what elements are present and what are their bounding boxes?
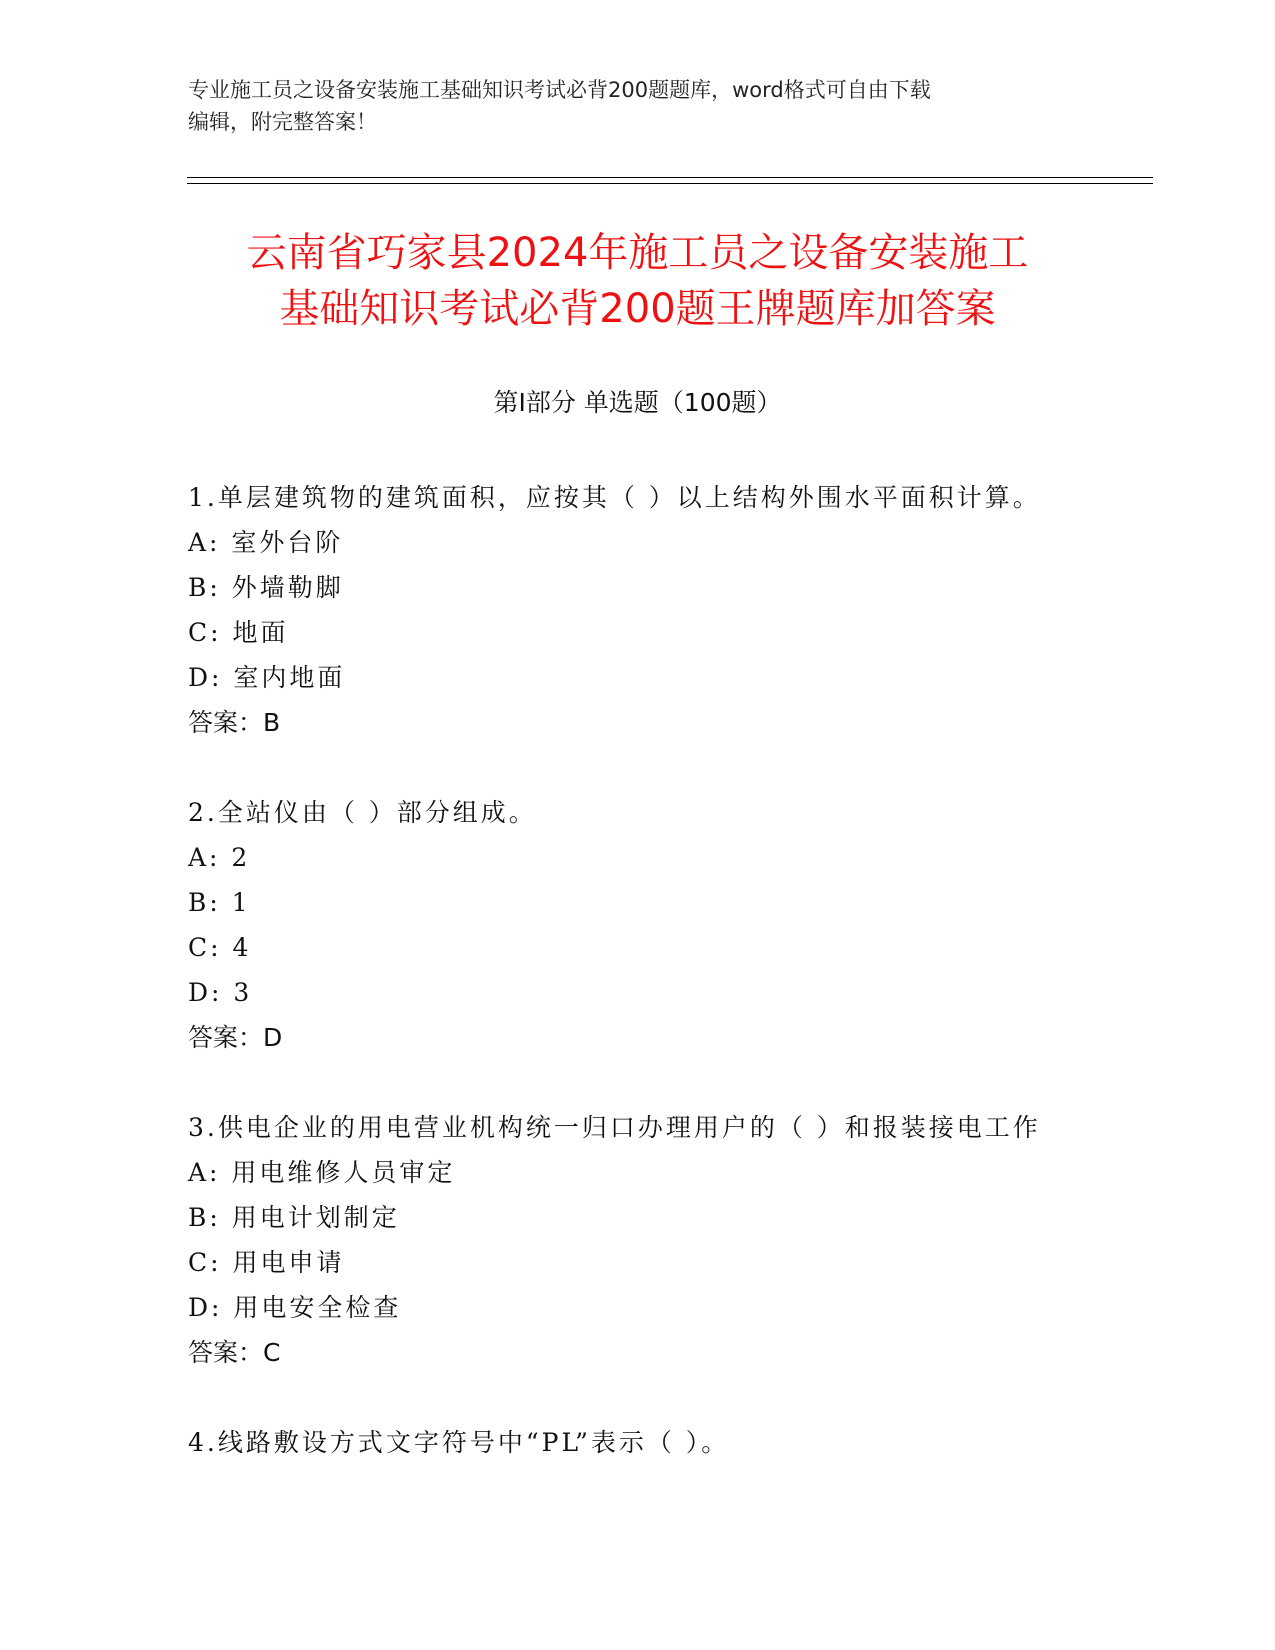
header-note-line-1: 专业施工员之设备安装施工基础知识考试必背200题题库，word格式可自由下载: [188, 78, 931, 102]
answer: 答案：D: [188, 1023, 283, 1052]
option-c: C: 4: [188, 933, 252, 962]
document-title-line-1: 云南省巧家县2024年施工员之设备安装施工: [246, 230, 1029, 276]
header-divider-bottom: [187, 183, 1153, 184]
option-b: B: 用电计划制定: [188, 1203, 400, 1232]
question-2: [188, 790, 1178, 1105]
spacer: [188, 1060, 1178, 1105]
spacer: [188, 1375, 1178, 1420]
option-d: D: 室内地面: [188, 663, 346, 692]
option-c: C: 用电申请: [188, 1248, 345, 1277]
option-b: B: 1: [188, 888, 251, 917]
question-3: [188, 1105, 1178, 1420]
option-a: A: 用电维修人员审定: [188, 1158, 456, 1187]
document-title-line-2: 基础知识考试必背200题王牌题库加答案: [279, 286, 996, 332]
option-b: B: 外墙勒脚: [188, 573, 344, 602]
answer: 答案：C: [188, 1338, 281, 1367]
spacer: [188, 745, 1178, 790]
header-divider-top: [187, 177, 1153, 178]
header-note-line-2: 编辑，附完整答案！: [188, 110, 377, 134]
question-stem: 2.全站仪由（ ）部分组成。: [188, 798, 537, 827]
question-list: [188, 475, 1178, 1465]
option-c: C: 地面: [188, 618, 289, 647]
question-1: [188, 475, 1178, 790]
option-d: D: 3: [188, 978, 253, 1007]
option-a: A: 室外台阶: [188, 528, 344, 557]
section-heading: 第Ⅰ部分 单选题（100题）: [493, 388, 782, 417]
question-stem: 4.线路敷设方式文字符号中“PL”表示（ ）。: [188, 1428, 730, 1457]
question-stem: 3.供电企业的用电营业机构统一归口办理用户的（ ）和报装接电工作: [188, 1113, 1041, 1142]
question-4: [188, 1420, 1178, 1465]
document-title: [120, 225, 1155, 337]
option-d: D: 用电安全检查: [188, 1293, 402, 1322]
option-a: A: 2: [188, 843, 251, 872]
header-note: [188, 74, 1088, 138]
question-stem: 1.单层建筑物的建筑面积，应按其（ ）以上结构外围水平面积计算。: [188, 483, 1041, 512]
answer: 答案：B: [188, 708, 281, 737]
